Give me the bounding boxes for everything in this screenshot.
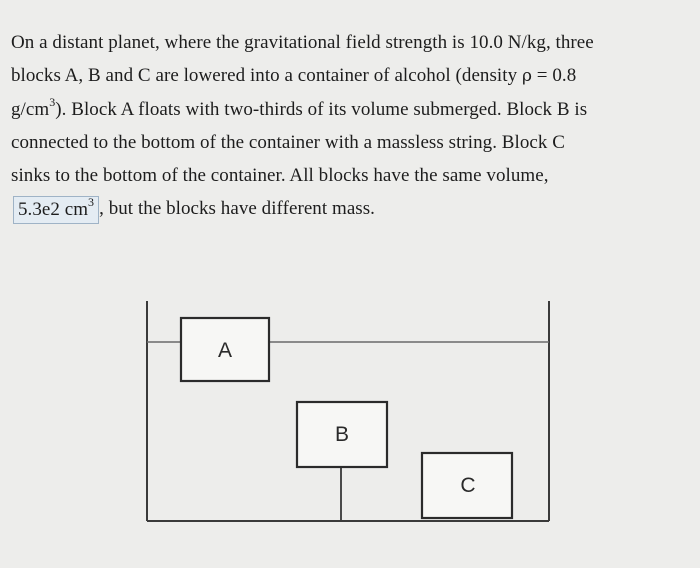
problem-line-5-text: sinks to the bottom of the container. All blocks have the same volume, xyxy=(11,165,549,186)
problem-line-4-text: connected to the bottom of the container with a massless string. Block C xyxy=(11,132,565,153)
problem-line-6-text: , but the blocks have different mass. xyxy=(99,198,375,219)
rho-symbol: ρ xyxy=(521,66,532,86)
block-b-label: B xyxy=(334,423,350,446)
block-c-label: C xyxy=(460,474,476,497)
problem-line-2-text: blocks A, B and C are lowered into a container of alcohol (density xyxy=(11,65,522,86)
volume-answer-value: 5.3e2 cm xyxy=(18,199,89,220)
density-value: = 0.8 xyxy=(531,65,577,86)
problem-line-3-text: ). Block A floats with two-thirds of its volume submerged. Block B is xyxy=(55,99,588,120)
density-unit: g/cm xyxy=(11,99,50,120)
block-a-label: A xyxy=(217,339,233,362)
problem-line-1-text: On a distant planet, where the gravitational field strength is 10.0 N/kg, three xyxy=(11,32,594,53)
volume-answer-exponent: 3 xyxy=(88,194,95,209)
density-unit-exponent: 3 xyxy=(49,94,56,109)
